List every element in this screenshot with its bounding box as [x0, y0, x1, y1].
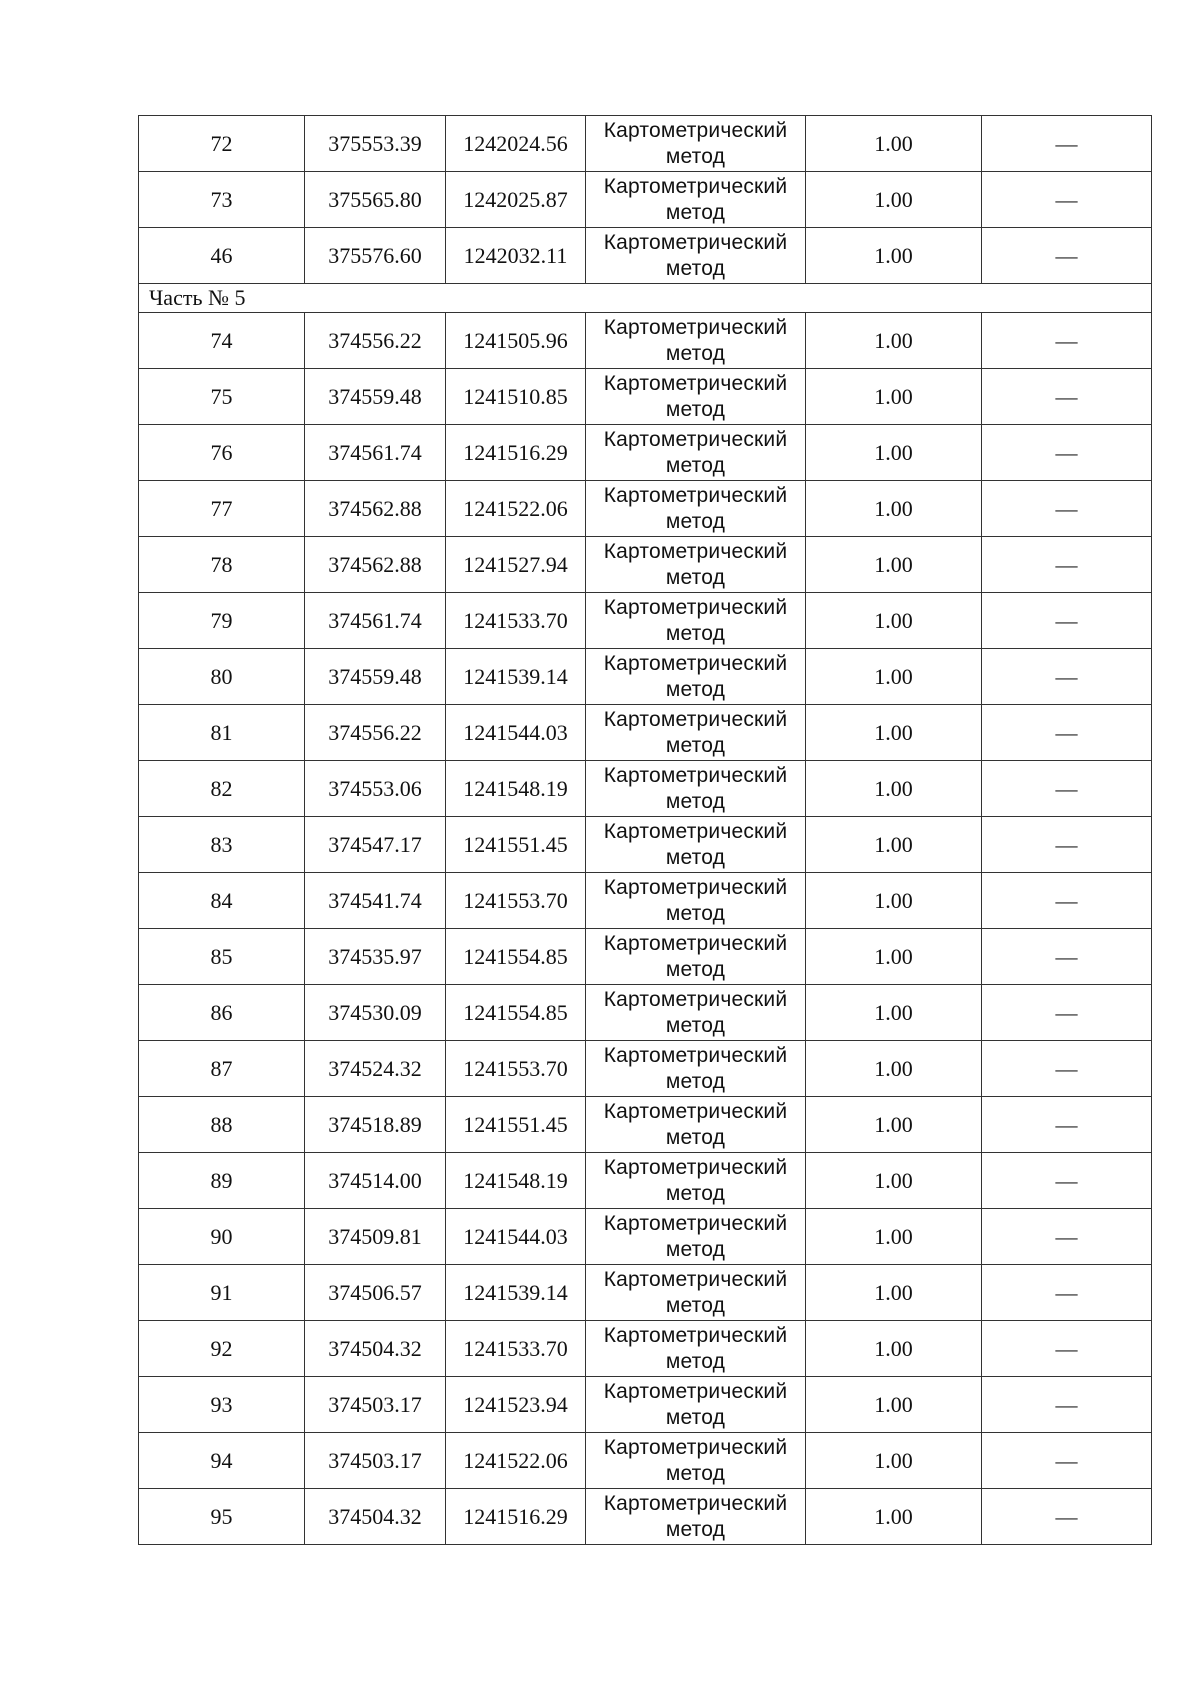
x-coordinate-cell: 374559.48: [305, 369, 446, 425]
y-coordinate-cell: 1241510.85: [446, 369, 586, 425]
x-coordinate-cell: 374535.97: [305, 929, 446, 985]
y-coordinate-cell: 1241553.70: [446, 873, 586, 929]
accuracy-cell: 1.00: [806, 537, 982, 593]
x-coordinate-cell: 374556.22: [305, 313, 446, 369]
method-cell: [586, 172, 806, 228]
method-label: Картометрический метод: [603, 119, 788, 168]
note-cell: —: [982, 1209, 1152, 1265]
note-cell: —: [982, 228, 1152, 284]
method-cell: [586, 761, 806, 817]
method-label: Картометрический метод: [603, 932, 788, 981]
method-cell: [586, 425, 806, 481]
method-label: Картометрический метод: [603, 1100, 788, 1149]
method-cell: [586, 1153, 806, 1209]
section-label: Часть № 5: [139, 284, 1152, 313]
accuracy-cell: 1.00: [806, 1377, 982, 1433]
table-row: [139, 116, 1152, 172]
method-label: Картометрический метод: [603, 1212, 788, 1261]
x-coordinate-cell: 375553.39: [305, 116, 446, 172]
point-number-cell: 84: [139, 873, 305, 929]
y-coordinate-cell: 1241548.19: [446, 761, 586, 817]
method-cell: [586, 1377, 806, 1433]
note-cell: —: [982, 929, 1152, 985]
x-coordinate-cell: 374562.88: [305, 481, 446, 537]
note-cell: —: [982, 1097, 1152, 1153]
note-cell: —: [982, 1377, 1152, 1433]
y-coordinate-cell: 1241505.96: [446, 313, 586, 369]
x-coordinate-cell: 374504.32: [305, 1489, 446, 1545]
method-label: Картометрический метод: [603, 316, 788, 365]
table-row: [139, 425, 1152, 481]
y-coordinate-cell: 1241548.19: [446, 1153, 586, 1209]
table-row: [139, 172, 1152, 228]
table-row: [139, 817, 1152, 873]
method-cell: [586, 537, 806, 593]
point-number-cell: 81: [139, 705, 305, 761]
table-row: [139, 873, 1152, 929]
x-coordinate-cell: 374503.17: [305, 1433, 446, 1489]
x-coordinate-cell: 374561.74: [305, 425, 446, 481]
table-row: [139, 1321, 1152, 1377]
method-label: Картометрический метод: [603, 1380, 788, 1429]
y-coordinate-cell: 1241539.14: [446, 1265, 586, 1321]
method-label: Картометрический метод: [603, 1156, 788, 1205]
note-cell: —: [982, 985, 1152, 1041]
note-cell: —: [982, 1265, 1152, 1321]
y-coordinate-cell: 1241551.45: [446, 817, 586, 873]
method-label: Картометрический метод: [603, 372, 788, 421]
x-coordinate-cell: 374553.06: [305, 761, 446, 817]
point-number-cell: 94: [139, 1433, 305, 1489]
method-cell: [586, 985, 806, 1041]
method-label: Картометрический метод: [603, 428, 788, 477]
x-coordinate-cell: 374530.09: [305, 985, 446, 1041]
x-coordinate-cell: 374524.32: [305, 1041, 446, 1097]
table-row: [139, 1433, 1152, 1489]
method-cell: [586, 929, 806, 985]
point-number-cell: 88: [139, 1097, 305, 1153]
x-coordinate-cell: 374562.88: [305, 537, 446, 593]
table-row: [139, 705, 1152, 761]
point-number-cell: 93: [139, 1377, 305, 1433]
accuracy-cell: 1.00: [806, 1489, 982, 1545]
point-number-cell: 86: [139, 985, 305, 1041]
method-cell: [586, 1265, 806, 1321]
method-label: Картометрический метод: [603, 876, 788, 925]
note-cell: —: [982, 1153, 1152, 1209]
method-cell: [586, 817, 806, 873]
method-label: Картометрический метод: [603, 231, 788, 280]
method-cell: [586, 1041, 806, 1097]
point-number-cell: 82: [139, 761, 305, 817]
method-cell: [586, 593, 806, 649]
accuracy-cell: 1.00: [806, 873, 982, 929]
method-cell: [586, 1097, 806, 1153]
table-row: [139, 1041, 1152, 1097]
table-row: [139, 593, 1152, 649]
y-coordinate-cell: 1241527.94: [446, 537, 586, 593]
accuracy-cell: 1.00: [806, 425, 982, 481]
note-cell: —: [982, 116, 1152, 172]
table-row: [139, 1097, 1152, 1153]
point-number-cell: 92: [139, 1321, 305, 1377]
method-label: Картометрический метод: [603, 764, 788, 813]
y-coordinate-cell: 1241553.70: [446, 1041, 586, 1097]
note-cell: —: [982, 873, 1152, 929]
accuracy-cell: 1.00: [806, 1265, 982, 1321]
point-number-cell: 83: [139, 817, 305, 873]
method-cell: [586, 116, 806, 172]
point-number-cell: 46: [139, 228, 305, 284]
method-label: Картометрический метод: [603, 708, 788, 757]
point-number-cell: 76: [139, 425, 305, 481]
accuracy-cell: 1.00: [806, 649, 982, 705]
y-coordinate-cell: 1241554.85: [446, 929, 586, 985]
x-coordinate-cell: 374556.22: [305, 705, 446, 761]
note-cell: —: [982, 817, 1152, 873]
x-coordinate-cell: 374509.81: [305, 1209, 446, 1265]
method-label: Картометрический метод: [603, 484, 788, 533]
point-number-cell: 87: [139, 1041, 305, 1097]
method-cell: [586, 1489, 806, 1545]
point-number-cell: 91: [139, 1265, 305, 1321]
accuracy-cell: 1.00: [806, 1433, 982, 1489]
method-label: Картометрический метод: [603, 1436, 788, 1485]
note-cell: —: [982, 761, 1152, 817]
y-coordinate-cell: 1241554.85: [446, 985, 586, 1041]
point-number-cell: 75: [139, 369, 305, 425]
note-cell: —: [982, 425, 1152, 481]
note-cell: —: [982, 705, 1152, 761]
table-row: [139, 1153, 1152, 1209]
method-cell: [586, 228, 806, 284]
accuracy-cell: 1.00: [806, 593, 982, 649]
y-coordinate-cell: 1241533.70: [446, 1321, 586, 1377]
method-cell: [586, 705, 806, 761]
x-coordinate-cell: 374503.17: [305, 1377, 446, 1433]
note-cell: —: [982, 649, 1152, 705]
accuracy-cell: 1.00: [806, 1097, 982, 1153]
point-number-cell: 79: [139, 593, 305, 649]
method-label: Картометрический метод: [603, 596, 788, 645]
table-row: [139, 369, 1152, 425]
accuracy-cell: 1.00: [806, 369, 982, 425]
accuracy-cell: 1.00: [806, 705, 982, 761]
x-coordinate-cell: 375576.60: [305, 228, 446, 284]
accuracy-cell: 1.00: [806, 1041, 982, 1097]
note-cell: —: [982, 1321, 1152, 1377]
coordinates-table: [138, 115, 1152, 1545]
accuracy-cell: 1.00: [806, 761, 982, 817]
table-row: [139, 1209, 1152, 1265]
point-number-cell: 74: [139, 313, 305, 369]
point-number-cell: 90: [139, 1209, 305, 1265]
x-coordinate-cell: 374514.00: [305, 1153, 446, 1209]
accuracy-cell: 1.00: [806, 817, 982, 873]
note-cell: —: [982, 369, 1152, 425]
note-cell: —: [982, 313, 1152, 369]
table-row: [139, 761, 1152, 817]
x-coordinate-cell: 374541.74: [305, 873, 446, 929]
y-coordinate-cell: 1242025.87: [446, 172, 586, 228]
method-label: Картометрический метод: [603, 820, 788, 869]
table-row: [139, 929, 1152, 985]
y-coordinate-cell: 1241544.03: [446, 705, 586, 761]
accuracy-cell: 1.00: [806, 481, 982, 537]
accuracy-cell: 1.00: [806, 929, 982, 985]
point-number-cell: 78: [139, 537, 305, 593]
table-row: [139, 228, 1152, 284]
method-label: Картометрический метод: [603, 1492, 788, 1541]
x-coordinate-cell: 374504.32: [305, 1321, 446, 1377]
y-coordinate-cell: 1241544.03: [446, 1209, 586, 1265]
method-cell: [586, 1433, 806, 1489]
point-number-cell: 85: [139, 929, 305, 985]
table-row: [139, 1377, 1152, 1433]
method-label: Картометрический метод: [603, 988, 788, 1037]
y-coordinate-cell: 1241551.45: [446, 1097, 586, 1153]
x-coordinate-cell: 374547.17: [305, 817, 446, 873]
y-coordinate-cell: 1241533.70: [446, 593, 586, 649]
accuracy-cell: 1.00: [806, 1209, 982, 1265]
method-label: Картометрический метод: [603, 1324, 788, 1373]
method-cell: [586, 649, 806, 705]
accuracy-cell: 1.00: [806, 116, 982, 172]
table-row: [139, 1265, 1152, 1321]
accuracy-cell: 1.00: [806, 1321, 982, 1377]
method-cell: [586, 313, 806, 369]
accuracy-cell: 1.00: [806, 985, 982, 1041]
point-number-cell: 80: [139, 649, 305, 705]
accuracy-cell: 1.00: [806, 228, 982, 284]
note-cell: —: [982, 172, 1152, 228]
point-number-cell: 95: [139, 1489, 305, 1545]
point-number-cell: 89: [139, 1153, 305, 1209]
method-label: Картометрический метод: [603, 1268, 788, 1317]
section-header-row: [139, 284, 1152, 313]
y-coordinate-cell: 1241516.29: [446, 1489, 586, 1545]
table-row: [139, 985, 1152, 1041]
point-number-cell: 73: [139, 172, 305, 228]
note-cell: —: [982, 537, 1152, 593]
point-number-cell: 77: [139, 481, 305, 537]
method-cell: [586, 1209, 806, 1265]
note-cell: —: [982, 1433, 1152, 1489]
y-coordinate-cell: 1241522.06: [446, 481, 586, 537]
method-cell: [586, 481, 806, 537]
point-number-cell: 72: [139, 116, 305, 172]
table-row: [139, 313, 1152, 369]
y-coordinate-cell: 1241523.94: [446, 1377, 586, 1433]
y-coordinate-cell: 1241539.14: [446, 649, 586, 705]
table-row: [139, 537, 1152, 593]
x-coordinate-cell: 374518.89: [305, 1097, 446, 1153]
table-row: [139, 1489, 1152, 1545]
y-coordinate-cell: 1241516.29: [446, 425, 586, 481]
note-cell: —: [982, 593, 1152, 649]
accuracy-cell: 1.00: [806, 313, 982, 369]
x-coordinate-cell: 375565.80: [305, 172, 446, 228]
x-coordinate-cell: 374561.74: [305, 593, 446, 649]
accuracy-cell: 1.00: [806, 172, 982, 228]
method-label: Картометрический метод: [603, 540, 788, 589]
y-coordinate-cell: 1241522.06: [446, 1433, 586, 1489]
method-cell: [586, 369, 806, 425]
note-cell: —: [982, 1041, 1152, 1097]
method-cell: [586, 873, 806, 929]
method-cell: [586, 1321, 806, 1377]
x-coordinate-cell: 374506.57: [305, 1265, 446, 1321]
coordinates-table-body: [139, 116, 1152, 1545]
method-label: Картометрический метод: [603, 175, 788, 224]
method-label: Картометрический метод: [603, 652, 788, 701]
x-coordinate-cell: 374559.48: [305, 649, 446, 705]
table-row: [139, 481, 1152, 537]
note-cell: —: [982, 481, 1152, 537]
y-coordinate-cell: 1242032.11: [446, 228, 586, 284]
note-cell: —: [982, 1489, 1152, 1545]
accuracy-cell: 1.00: [806, 1153, 982, 1209]
y-coordinate-cell: 1242024.56: [446, 116, 586, 172]
method-label: Картометрический метод: [603, 1044, 788, 1093]
table-row: [139, 649, 1152, 705]
